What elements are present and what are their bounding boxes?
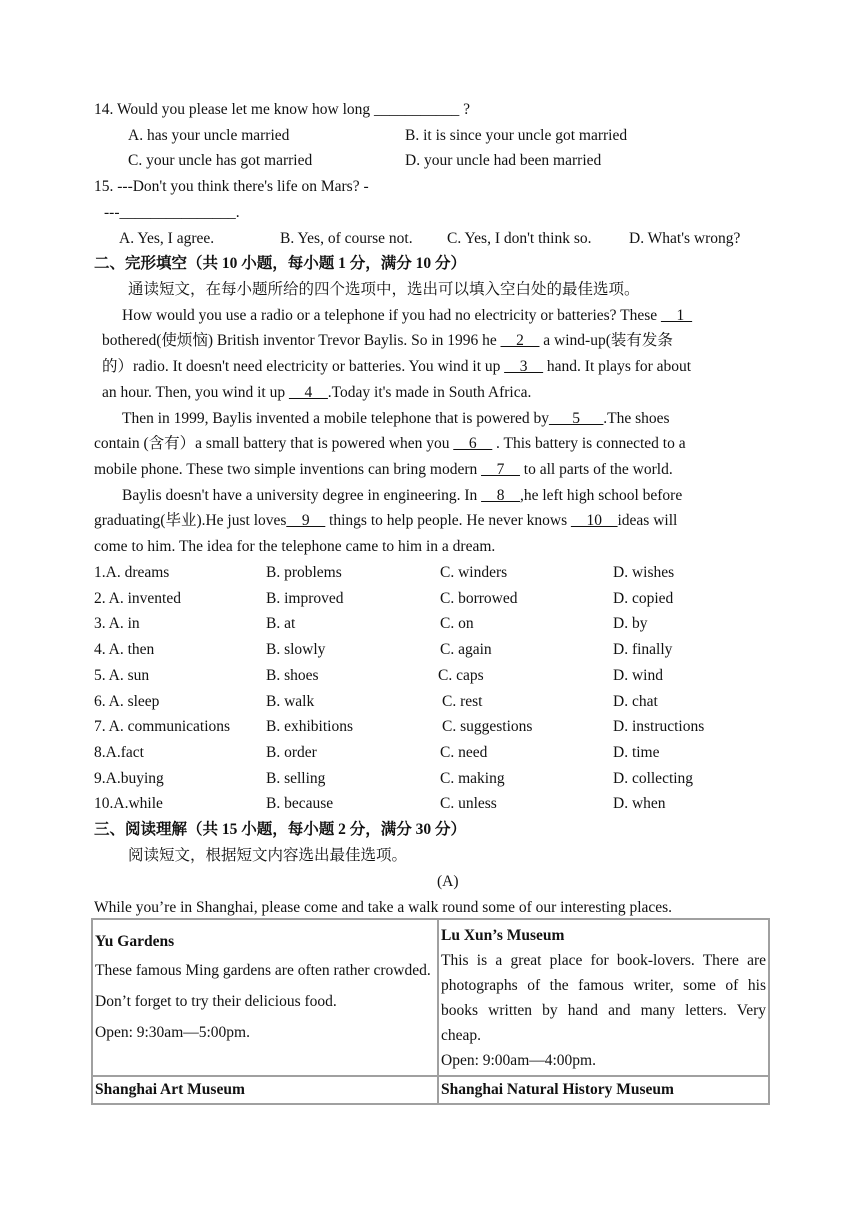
- blank-1: __1_: [661, 307, 693, 324]
- blank-8: __8__: [481, 487, 520, 504]
- cloze-paragraph-2-line-1: Then in 1999, Baylis invented a mobile telephone that is powered by___5___.The shoes: [122, 410, 670, 427]
- option-2b: B. improved: [266, 590, 344, 607]
- question-14-option-c: C. your uncle has got married: [128, 152, 313, 169]
- yu-gardens-body: These famous Ming gardens are often rather crowded. Don’t forget to try their delicious food.: [95, 962, 431, 1010]
- option-4b: B. slowly: [266, 641, 326, 658]
- option-3d: D. by: [613, 615, 648, 632]
- option-1b: B. problems: [266, 564, 342, 581]
- option-3c: C. on: [440, 615, 474, 632]
- places-table: [91, 918, 770, 1105]
- natural-history-museum-cell: [438, 1076, 769, 1104]
- option-1d: D. wishes: [613, 564, 675, 581]
- art-museum-title: Shanghai Art Museum: [95, 1081, 245, 1098]
- option-9d: D. collecting: [613, 770, 694, 787]
- option-3b: B. at: [266, 615, 296, 632]
- option-8a: 8.A.fact: [94, 744, 144, 761]
- lu-xun-museum-open: Open: 9:00am—4:00pm.: [441, 1052, 596, 1069]
- option-5a: 5. A. sun: [94, 667, 150, 684]
- option-6b: B. walk: [266, 693, 315, 710]
- cloze-paragraph-3-line-3: come to him. The idea for the telephone came to him in a dream.: [94, 538, 496, 555]
- option-2c: C. borrowed: [440, 590, 518, 607]
- blank-4: __4__: [289, 384, 328, 401]
- yu-gardens-open: Open: 9:30am—5:00pm.: [95, 1024, 250, 1041]
- option-7d: D. instructions: [613, 718, 705, 735]
- option-9a: 9.A.buying: [94, 770, 164, 787]
- option-9b: B. selling: [266, 770, 326, 787]
- yu-gardens-title: Yu Gardens: [95, 933, 175, 950]
- table-row: [92, 919, 769, 1076]
- blank-5: ___5___: [549, 410, 604, 427]
- option-7a: 7. A. communications: [94, 718, 231, 735]
- question-15-option-a: A. Yes, I agree.: [119, 230, 215, 247]
- option-4d: D. finally: [613, 641, 673, 658]
- table-row: [92, 1076, 769, 1104]
- option-10c: C. unless: [440, 795, 497, 812]
- lu-xun-museum-body: This is a great place for book-lovers. There are photographs of the famous writer, some of his books written by hand and many letters. Very cheap.: [441, 952, 766, 1044]
- option-8c: C. need: [440, 744, 488, 761]
- option-10d: D. when: [613, 795, 666, 812]
- cloze-paragraph-2-line-3: mobile phone. These two simple inventions can bring modern __7__ to all parts of the world.: [94, 461, 673, 478]
- option-8d: D. time: [613, 744, 660, 761]
- option-5b: B. shoes: [266, 667, 319, 684]
- cloze-paragraph-1-line-3: 的）radio. It doesn't need electricity or batteries. You wind it up __3__ hand. It plays for about: [102, 358, 692, 375]
- option-6a: 6. A. sleep: [94, 693, 160, 710]
- cloze-paragraph-3-line-2: graduating(毕业).He just loves__9__ things to help people. He never knows __10__ideas will: [94, 512, 678, 529]
- cloze-paragraph-1-line-4: an hour. Then, you wind it up __4__.Today it's made in South Africa.: [102, 384, 532, 401]
- option-8b: B. order: [266, 744, 317, 761]
- option-5c: C. caps: [438, 667, 484, 684]
- lu-xun-museum-title: Lu Xun’s Museum: [441, 927, 565, 944]
- option-1a: 1.A. dreams: [94, 564, 170, 581]
- passage-intro: While you’re in Shanghai, please come and take a walk round some of our interesting places.: [94, 899, 673, 916]
- option-6c: C. rest: [442, 693, 483, 710]
- question-15-stem: 15. ---Don't you think there's life on Mars? -: [94, 178, 369, 195]
- blank-9: __9__: [286, 512, 326, 529]
- question-15-stem-answer: ---_______________.: [104, 204, 240, 221]
- question-14-stem: 14. Would you please let me know how long ___________ ?: [94, 101, 471, 118]
- section-3-heading: 三、阅读理解（共 15 小题，每小题 2 分，满分 30 分）: [94, 821, 467, 838]
- option-7c: C. suggestions: [442, 718, 533, 735]
- cloze-paragraph-1-line-1: How would you use a radio or a telephone if you had no electricity or batteries? These __1_: [122, 307, 693, 324]
- section-2-instruction: 通读短文，在每小题所给的四个选项中，选出可以填入空白处的最佳选项。: [128, 281, 640, 298]
- question-15-option-c: C. Yes, I don't think so.: [447, 230, 592, 247]
- natural-history-museum-title: Shanghai Natural History Museum: [441, 1081, 674, 1098]
- question-15-option-b: B. Yes, of course not.: [280, 230, 413, 247]
- option-2d: D. copied: [613, 590, 674, 607]
- yu-gardens-cell: [92, 919, 438, 1076]
- lu-xun-museum-cell: [438, 919, 769, 1076]
- option-1c: C. winders: [440, 564, 508, 581]
- option-9c: C. making: [440, 770, 505, 787]
- blank-2: __2__: [500, 332, 540, 349]
- option-10a: 10.A.while: [94, 795, 163, 812]
- option-4c: C. again: [440, 641, 492, 658]
- option-4a: 4. A. then: [94, 641, 155, 658]
- option-7b: B. exhibitions: [266, 718, 353, 735]
- option-3a: 3. A. in: [94, 615, 140, 632]
- question-14-option-a: A. has your uncle married: [128, 127, 290, 144]
- blank-3: __3__: [504, 358, 544, 375]
- question-15-option-d: D. What's wrong?: [629, 230, 741, 247]
- cloze-paragraph-3-line-1: Baylis doesn't have a university degree in engineering. In __8__,he left high school before: [122, 487, 683, 504]
- blank-7: __7__: [481, 461, 520, 478]
- passage-label: (A): [437, 873, 459, 890]
- option-2a: 2. A. invented: [94, 590, 181, 607]
- section-3-instruction: 阅读短文，根据短文内容选出最佳选项。: [128, 847, 408, 864]
- option-6d: D. chat: [613, 693, 658, 710]
- option-10b: B. because: [266, 795, 334, 812]
- section-2-heading: 二、完形填空（共 10 小题，每小题 1 分，满分 10 分）: [94, 255, 467, 272]
- blank-10: __10__: [570, 512, 618, 529]
- blank-6: __6__: [453, 435, 493, 452]
- cloze-paragraph-1-line-2: bothered(使烦恼) British inventor Trevor Baylis. So in 1996 he __2__ a wind-up(装有发条: [102, 332, 673, 349]
- option-5d: D. wind: [613, 667, 663, 684]
- art-museum-cell: [92, 1076, 438, 1104]
- question-14-option-b: B. it is since your uncle got married: [405, 127, 628, 144]
- question-14-option-d: D. your uncle had been married: [405, 152, 602, 169]
- cloze-paragraph-2-line-2: contain (含有）a small battery that is powered when you __6__ . This battery is connected to a: [94, 435, 686, 452]
